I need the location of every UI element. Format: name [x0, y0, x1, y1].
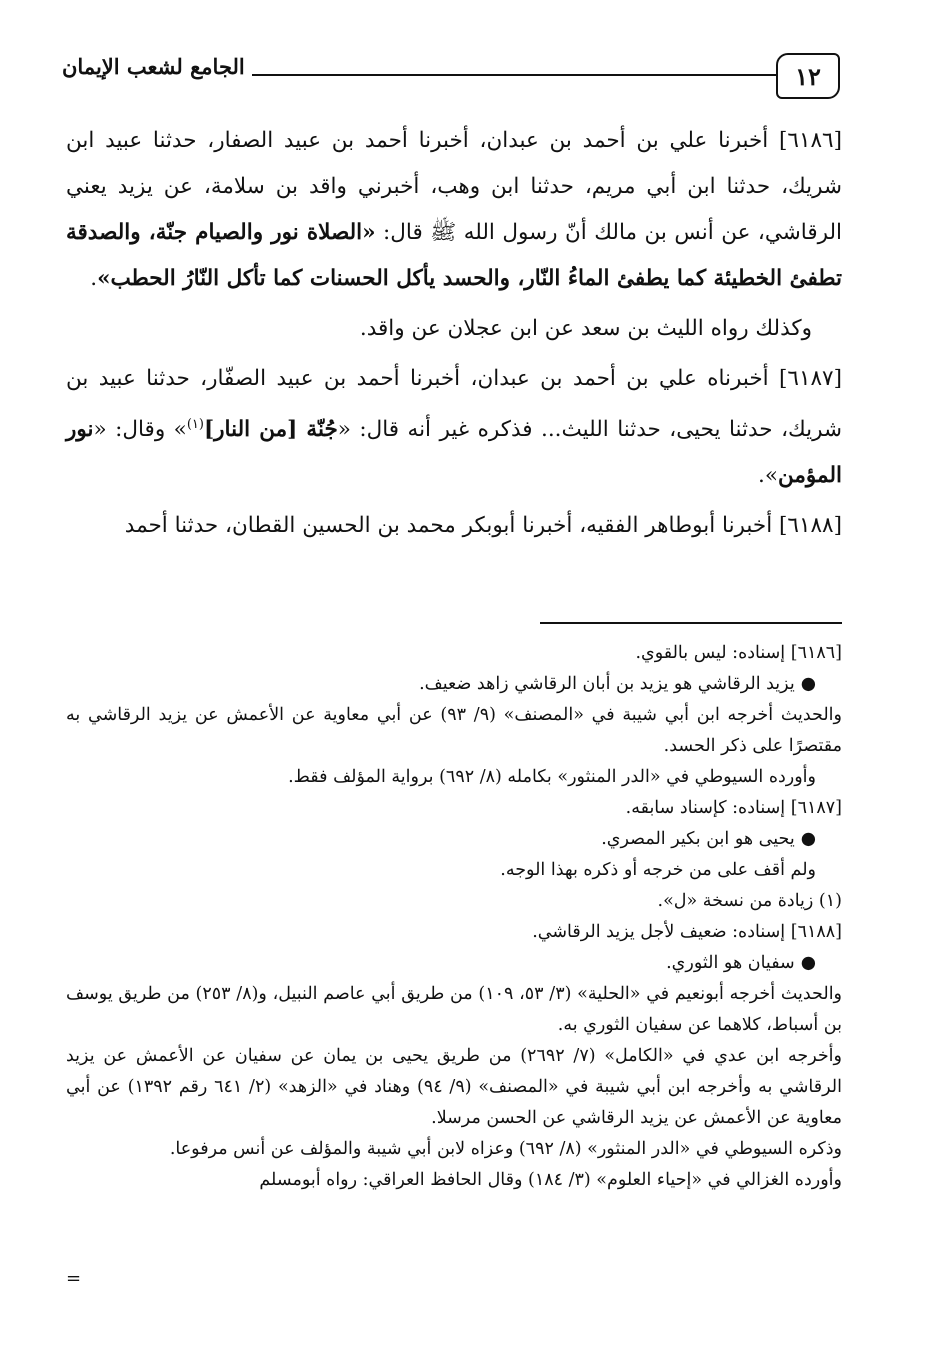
note-6186-text-2: وأورده السيوطي في «الدر المنثور» بكامله (٨/ ٦٩٢) برواية المؤلف فقط.: [288, 767, 816, 787]
running-title: الجامع لشعب الإيمان: [62, 54, 245, 79]
hadith-6187-matn-1: جُنّة [من النار]: [203, 417, 338, 443]
note-6186-text-1: والحديث أخرجه ابن أبي شيبة في «المصنف» (٩/ ٩٣) عن أبي معاوية عن الأعمش عن يزيد الرقاشي به مقتصرًا على ذكر الحسد.: [66, 705, 842, 756]
note-6186-bullet: [66, 669, 842, 700]
page-header: [62, 50, 842, 104]
bullet-icon: ●: [800, 829, 816, 849]
hadith-6186: [66, 118, 842, 302]
note-6188-text-4: وأورده الغزالي في «إحياء العلوم» (٣/ ١٨٤) وقال الحافظ العراقي: رواه أبومسلم: [259, 1170, 842, 1190]
note-6186-label: [٦١٨٦] إسناده: ليس بالقوي.: [635, 643, 842, 663]
hadith-6187-mid: » وقال: «: [93, 417, 187, 443]
hadith-6186-isnad: [٦١٨٦] أخبرنا علي بن أحمد بن عبدان، أخبرنا أحمد بن عبيد الصفار، حدثنا عبيد ابن شريك، حدثنا ابن أبي مريم، حدثنا ابن وهب، أخبرني واقد بن سلامة، عن يزيد يعني الرقاشي، عن أنس بن مالك أنّ رسول الله ﷺ قال:: [66, 128, 842, 245]
note-6188-text-1: والحديث أخرجه أبونعيم في «الحلية» (٣/ ٥٣، ١٠٩) من طريق أبي عاصم النبيل، و(٨/ ٢٥٣) من طريق يوسف بن أسباط، كلاهما عن سفيان الثوري به.: [66, 984, 843, 1035]
note-6188-bullet-text: سفيان هو الثوري.: [666, 953, 795, 973]
hadith-6187: [66, 356, 842, 499]
note-6188-bullet: [66, 948, 842, 979]
footnotes: [66, 638, 842, 1196]
note-6188-label: [٦١٨٨] إسناده: ضعيف لأجل يزيد الرقاشي.: [532, 922, 842, 942]
hadith-6186-end: .: [90, 266, 98, 291]
hadith-6186-matn: «الصلاة نور والصيام جنّة، والصدقة تطفئ الخطيئة كما يطفئ الماءُ النّار، والحسد يأكل الحسنات كما تأكل النّارُ الحطب»: [66, 220, 842, 291]
note-6187-label: [٦١٨٧] إسناده: كإسناد سابقه.: [625, 798, 842, 818]
note-6188-text-2: وأخرجه ابن عدي في «الكامل» (٧/ ٢٦٩٢) من طريق يحيى بن يمان عن سفيان عن الأعمش عن يزيد الرقاشي به وأخرجه ابن أبي شيبة في «المصنف» (٩/ ٩٤) وهناد في «الزهد» (٢/ ٦٤١ رقم ١٣٩٢) عن أبي معاوية عن الأعمش عن يزيد الرقاشي عن الحسن مرسلا.: [66, 1046, 842, 1128]
page-number: ١٢: [776, 53, 840, 99]
hadith-6187-isnad: [٦١٨٧] أخبرناه علي بن أحمد بن عبدان، أخبرنا أحمد بن عبيد الصفّار، حدثنا عبيد بن شريك، حدثنا يحيى، حدثنا الليث... فذكره غير أنه قال: «: [66, 366, 842, 443]
hadith-6187-end: ».: [758, 463, 779, 489]
footnote-separator: [540, 622, 842, 624]
footnote-1: (١) زيادة من نسخة «ل».: [657, 891, 842, 911]
bullet-icon: ●: [800, 953, 816, 973]
note-6186-bullet-text: يزيد الرقاشي هو يزيد بن أبان الرقاشي زاهد ضعيف.: [419, 674, 795, 694]
footnote-ref-1[interactable]: (١): [186, 417, 204, 432]
bullet-icon: ●: [800, 674, 816, 694]
note-6188-text-3: وذكره السيوطي في «الدر المنثور» (٨/ ٦٩٢) وعزاه لابن أبي شيبة والمؤلف عن أنس مرفوعا.: [169, 1139, 842, 1159]
note-6187-bullet-text: يحيى هو ابن بكير المصري.: [601, 829, 795, 849]
main-text: [66, 118, 842, 549]
narration-note: وكذلك رواه الليث بن سعد عن ابن عجلان عن واقد.: [359, 316, 812, 341]
continuation-mark: =: [66, 1268, 82, 1289]
note-6187-text-1: ولم أقف على من خرجه أو ذكره بهذا الوجه.: [500, 860, 816, 880]
header-rule: [252, 74, 776, 76]
hadith-6187-matn-2: نور المؤمن: [66, 417, 842, 489]
note-6187-bullet: [66, 824, 842, 855]
hadith-6188: [٦١٨٨] أخبرنا أبوطاهر الفقيه، أخبرنا أبوبكر محمد بن الحسين القطان، حدثنا أحمد: [124, 513, 842, 539]
